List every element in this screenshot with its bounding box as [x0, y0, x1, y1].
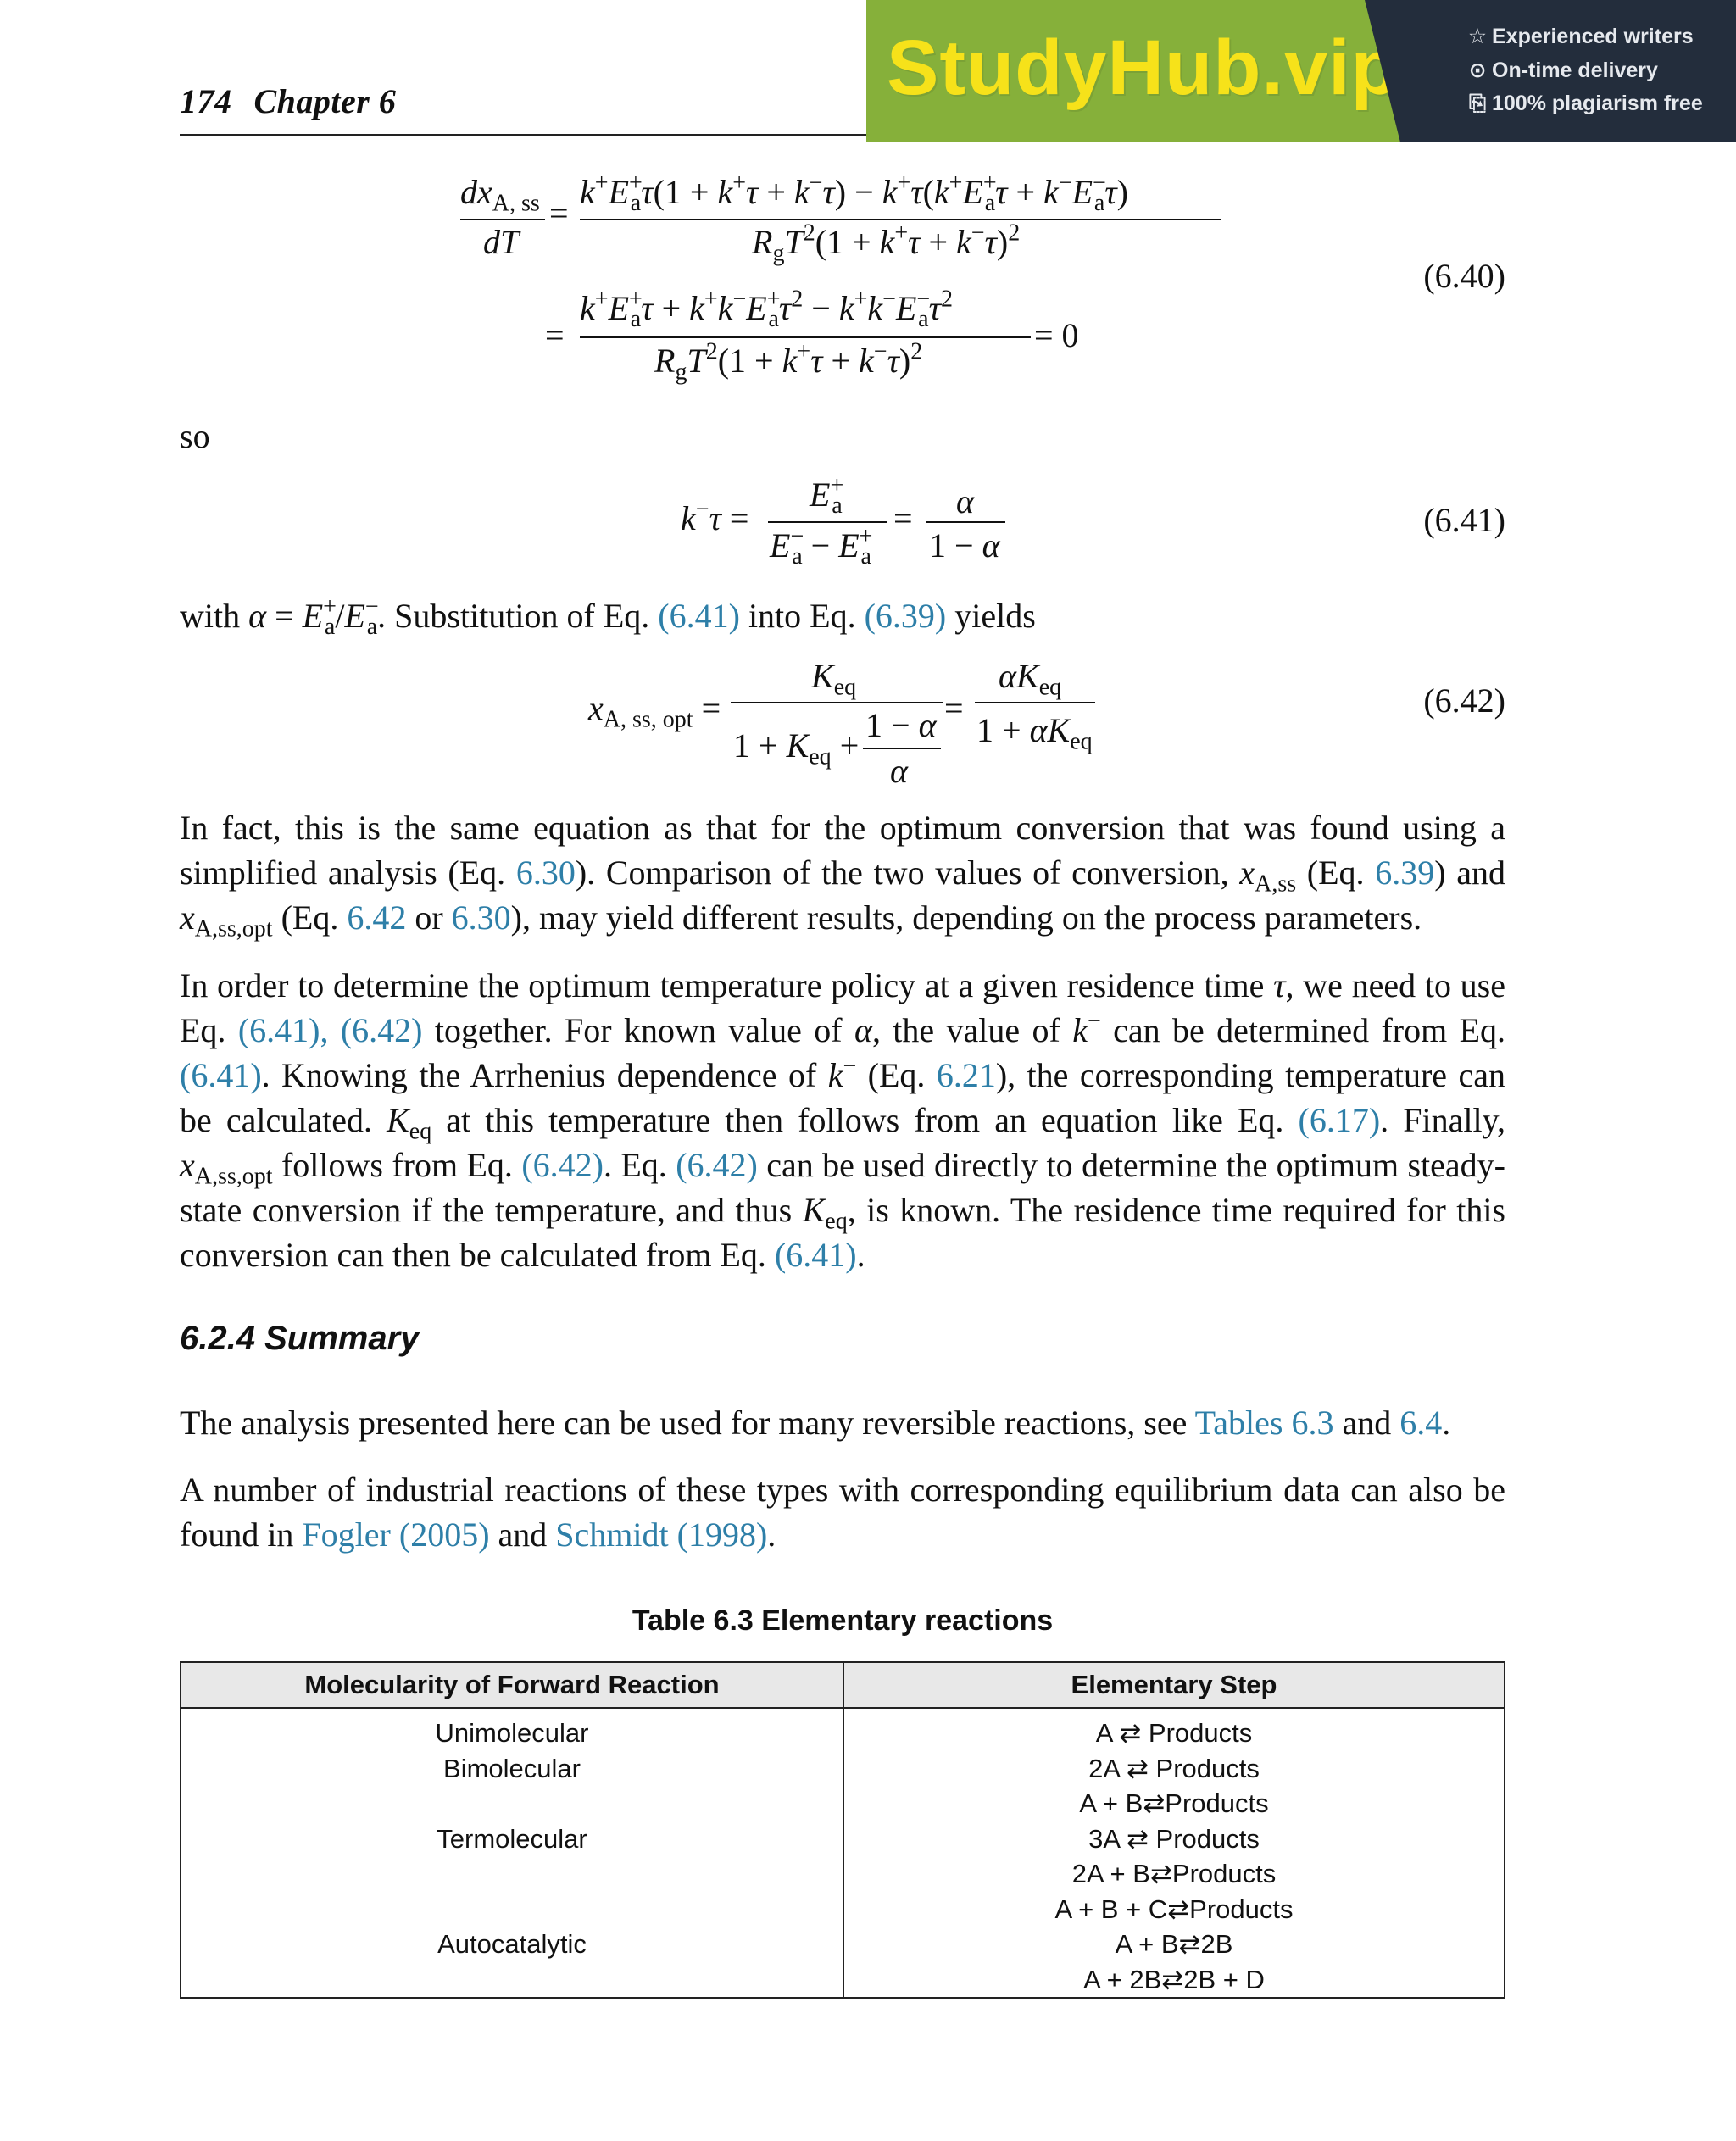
paragraph-in-fact: In fact, this is the same equation as that for the optimum conversion that was found using a simplified analysis (Eq. 6.30). Comparison of the two values of conversion, $x_{A,ss}$ (Eq. 6.39) and $x_{A,ss,opt}$ (Eq. 6.42 or 6.30), may yield different results, depending on the process parameters. [180, 809, 1505, 943]
copy-check-icon: ⎘ [1468, 92, 1486, 115]
page-number: 174 [180, 82, 232, 120]
running-head [180, 81, 396, 121]
banner-logo-panel [866, 0, 1400, 142]
text-so: so [180, 417, 210, 455]
citation-link[interactable]: Schmidt (1998) [555, 1515, 768, 1554]
banner-feature: ⊙ On-time delivery [1466, 58, 1658, 83]
banner-features-panel [1400, 0, 1736, 142]
table-link[interactable]: 6.4 [1399, 1404, 1443, 1442]
equation-number: (6.42) [1423, 681, 1505, 720]
section-heading: 6.2.4 Summary [180, 1320, 420, 1357]
equation-number: (6.41) [1423, 501, 1505, 539]
table-caption: Table 6.3 Elementary reactions [632, 1604, 1054, 1637]
paragraph-summary-2: A number of industrial reactions of these types with corresponding equilibrium data can also be found in Fogler (2005) and Schmidt (1998). [180, 1471, 1505, 1554]
table-cell-elementary-step: A ⇄ Products 2A ⇄ Products A + B⇄Products 3A ⇄ Products 2A + B⇄Products A + B + C⇄Products A + B⇄2B A + 2B⇄2B + D [1054, 1718, 1294, 1994]
banner-logo: StudyHub.vip [887, 25, 1399, 111]
ref-link[interactable]: (6.39) [864, 597, 947, 635]
table-cell-molecularity: Unimolecular Bimolecular Termolecular Autocatalytic [435, 1718, 589, 1959]
column-header: Molecularity of Forward Reaction [304, 1670, 720, 1699]
ad-banner[interactable] [866, 0, 1736, 142]
paragraph-summary-1: The analysis presented here can be used for many reversible reactions, see Tables 6.3 and 6.4. [180, 1404, 1451, 1442]
banner-feature: ⎘ 100% plagiarism free [1466, 92, 1703, 116]
table-link[interactable]: Tables 6.3 [1194, 1404, 1334, 1442]
star-icon: ☆ [1467, 25, 1488, 48]
banner-feature: ☆ Experienced writers [1467, 25, 1694, 48]
text-with-alpha: with $\alpha = E^+_a/E^-_a$. Substitution of Eq. (6.41) into Eq. (6.39) yields [180, 593, 1036, 641]
equation-number: (6.40) [1423, 257, 1505, 295]
column-header: Elementary Step [1071, 1670, 1277, 1699]
ref-link[interactable]: (6.41) [658, 597, 740, 635]
clock-icon: ⊙ [1468, 58, 1487, 82]
chapter-title: Chapter 6 [253, 82, 397, 120]
elementary-reactions-table [180, 1661, 1505, 1999]
paragraph-optimum-policy: In order to determine the optimum temperature policy at a given residence time τ, we need to use Eq. (6.41), (6.42) together. For known value of α, the value of k− can be determined from Eq. (6.41). Knowing the Arrhenius dependence of k− (Eq. 6.21), the corresponding temperature can be calculated. $K_{eq}$ at this temperature then follows from an equation like Eq. (6.17). Finally, $x_{A,ss,opt}$ follows from Eq. (6.42). Eq. (6.42) can be used directly to determine the optimum steady-state conversion if the temperature, and thus $K_{eq}$, is known. The residence time required for this conversion can then be calculated from Eq. (6.41). [180, 966, 1506, 1274]
citation-link[interactable]: Fogler (2005) [302, 1515, 490, 1554]
